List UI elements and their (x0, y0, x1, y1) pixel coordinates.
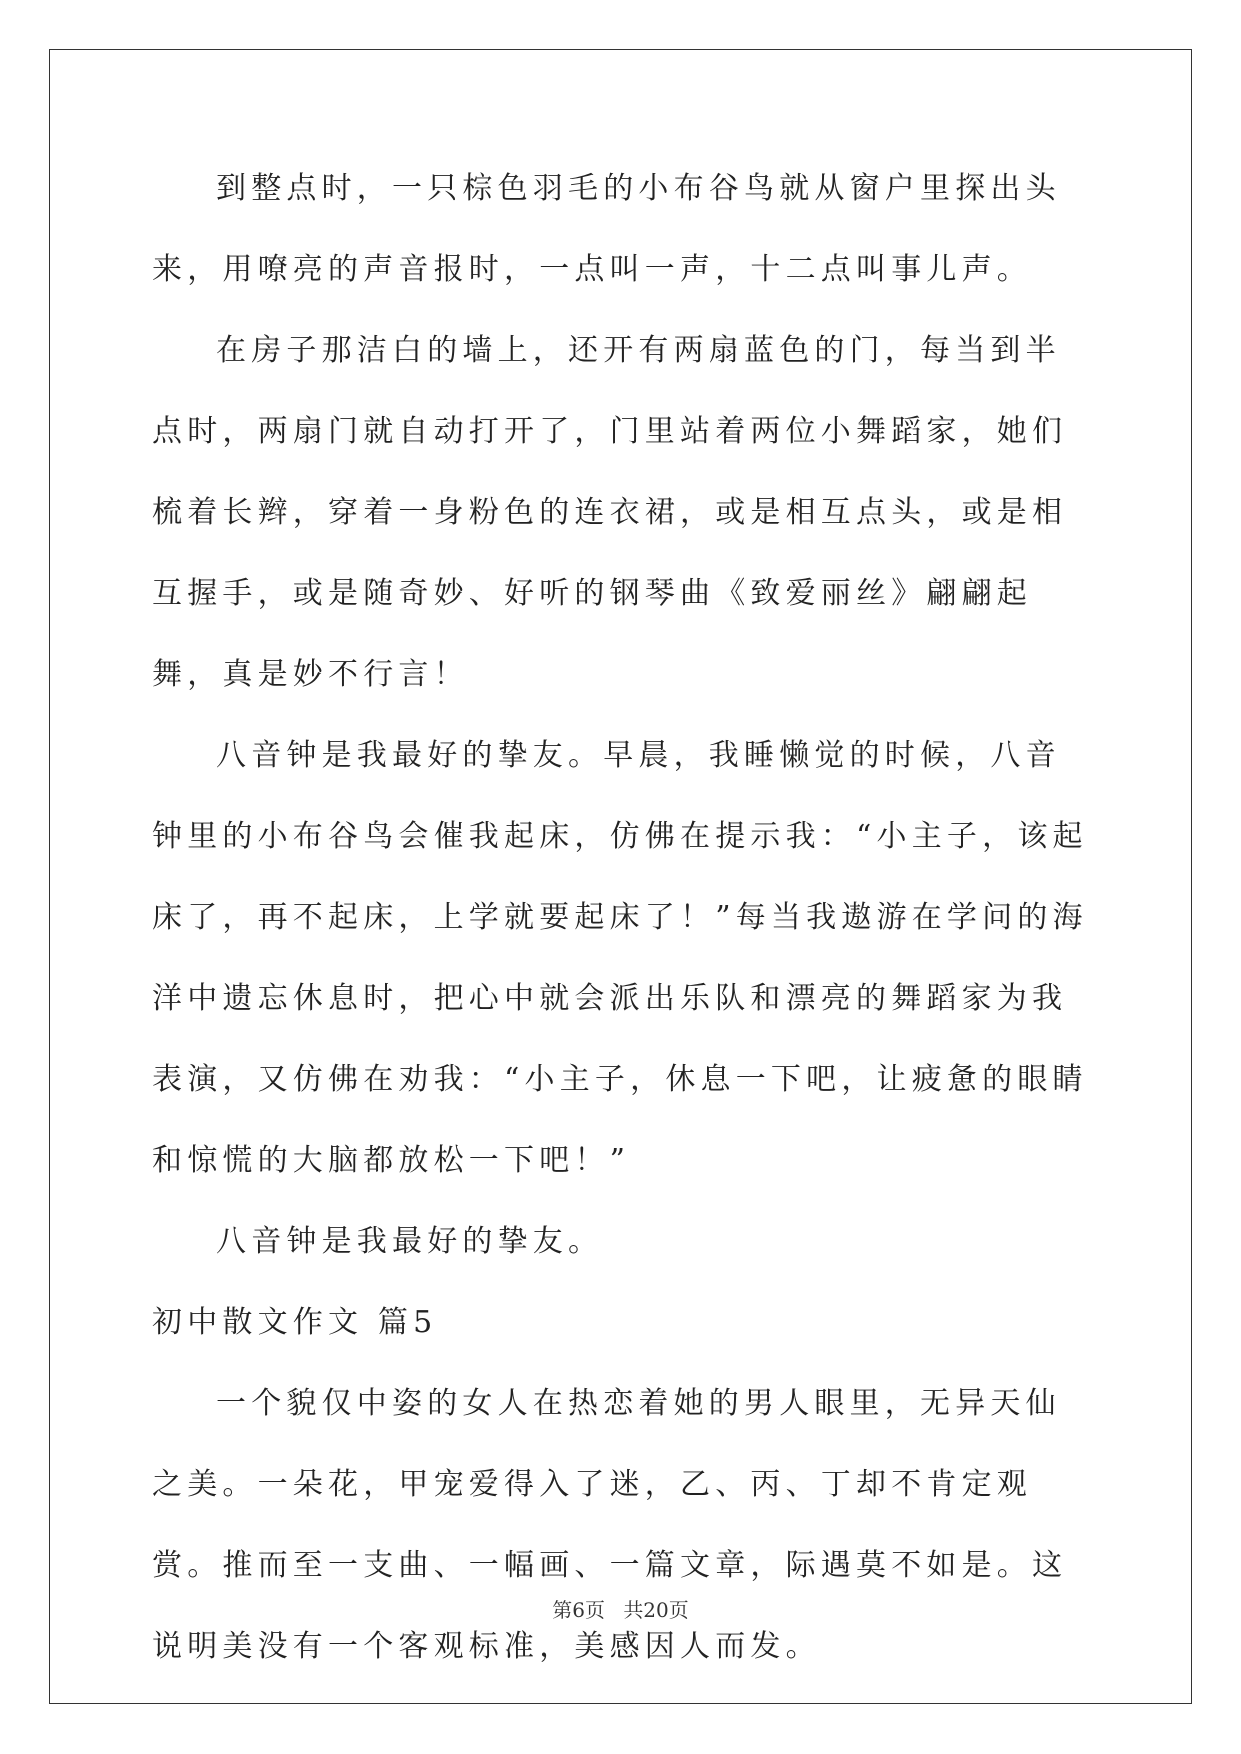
paragraph-dancers: 在房子那洁白的墙上，还开有两扇蓝色的门，每当到半点时，两扇门就自动打开了，门里站着两位小舞蹈家，她们梳着长辫，穿着一身粉色的连衣裙，或是相互点头，或是相互握手，或是随奇妙、好听的钢琴曲《致爱丽丝》翩翩起舞，真是妙不行言！ (152, 333, 1068, 692)
page-number: 第6页 (552, 1598, 605, 1622)
paragraph-cuckoo-chime: 到整点时，一只棕色羽毛的小布谷鸟就从窗户里探出头来，用嘹亮的声音报时，一点叫一声，十二点叫事儿声。 (152, 171, 1061, 287)
paragraph-conclusion: 八音钟是我最好的挚友。 (216, 1224, 604, 1259)
page-footer (0, 1594, 1241, 1623)
page-total: 共20页 (623, 1598, 689, 1622)
paragraph-beauty: 一个貌仅中姿的女人在热恋着她的男人眼里，无异天仙之美。一朵花，甲宠爱得入了迷，乙、丙、丁却不肯定观赏。推而至一支曲、一幅画、一篇文章，际遇莫不如是。这说明美没有一个客观标准，美感因人而发。 (152, 1386, 1068, 1664)
section-heading: 初中散文作文 篇5 (152, 1305, 438, 1340)
paragraph-best-friend: 八音钟是我最好的挚友。早晨，我睡懒觉的时候，八音钟里的小布谷鸟会催我起床，仿佛在提示我：“小主子，该起床了，再不起床，上学就要起床了！”每当我遨游在学问的海洋中遗忘休息时，把心中就会派出乐队和漂亮的舞蹈家为我表演，又仿佛在劝我：“小主子，休息一下吧，让疲惫的眼睛和惊慌的大脑都放松一下吧！” (152, 738, 1088, 1178)
document-body (152, 148, 1092, 1687)
